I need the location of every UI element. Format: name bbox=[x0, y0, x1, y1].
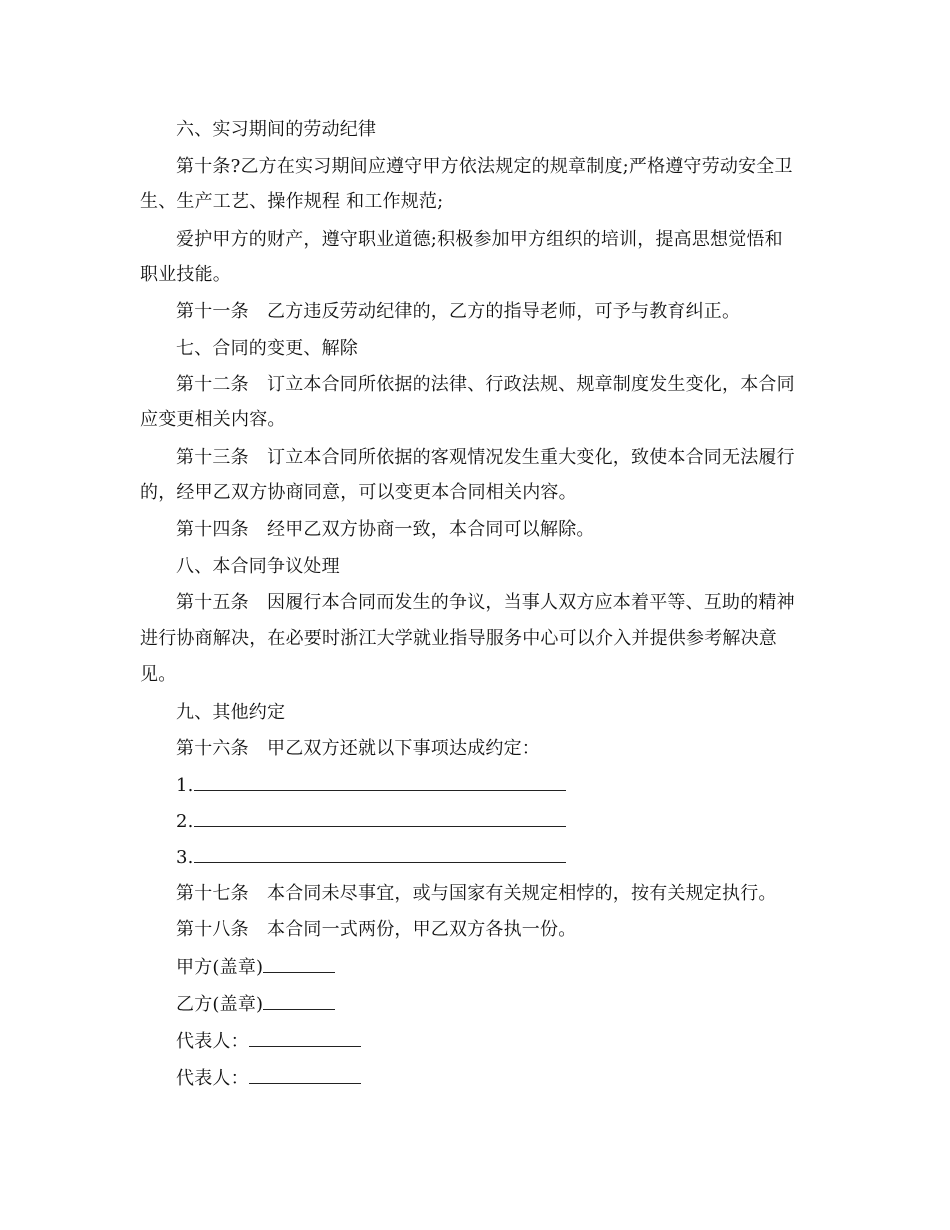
representative-2 bbox=[176, 1066, 361, 1091]
article-11: 第十一条 乙方违反劳动纪律的，乙方的指导老师，可予与教育纠正。 bbox=[176, 301, 741, 322]
article-17: 第十七条 本合同未尽事宜，或与国家有关规定相悖的，按有关规定执行。 bbox=[176, 883, 777, 904]
party-a-seal-label: 甲方(盖章) bbox=[176, 957, 264, 978]
article-12-line-2: 应变更相关内容。 bbox=[140, 409, 286, 430]
article-10-line-2: 生、生产工艺、操作规程 和工作规范; bbox=[140, 191, 444, 212]
agreement-item-3 bbox=[176, 845, 566, 870]
agreement-item-2 bbox=[176, 809, 566, 834]
paragraph-property-line-2: 职业技能。 bbox=[140, 264, 231, 285]
article-14: 第十四条 经甲乙双方协商一致，本合同可以解除。 bbox=[176, 519, 595, 540]
section-heading-8: 八、本合同争议处理 bbox=[176, 556, 340, 577]
article-15-line-1: 第十五条 因履行本合同而发生的争议，当事人双方应本着平等、互助的精神 bbox=[176, 592, 795, 613]
section-heading-7: 七、合同的变更、解除 bbox=[176, 338, 358, 359]
agreement-item-1-blank bbox=[194, 773, 566, 791]
section-heading-6: 六、实习期间的劳动纪律 bbox=[176, 119, 377, 140]
article-13-line-1: 第十三条 订立本合同所依据的客观情况发生重大变化，致使本合同无法履行 bbox=[176, 447, 795, 468]
representative-1 bbox=[176, 1029, 361, 1054]
article-10-line-1: 第十条?乙方在实习期间应遵守甲方依法规定的规章制度;严格遵守劳动安全卫 bbox=[176, 156, 793, 177]
article-12-line-1: 第十二条 订立本合同所依据的法律、行政法规、规章制度发生变化，本合同 bbox=[176, 374, 795, 395]
article-15-line-3: 见。 bbox=[140, 664, 177, 685]
section-heading-9: 九、其他约定 bbox=[176, 702, 286, 723]
representative-1-blank bbox=[249, 1029, 361, 1047]
paragraph-property-line-1: 爱护甲方的财产，遵守职业道德;积极参加甲方组织的培训，提高思想觉悟和 bbox=[176, 229, 783, 250]
article-15-line-2: 进行协商解决，在必要时浙江大学就业指导服务中心可以介入并提供参考解决意 bbox=[140, 628, 777, 649]
party-a-seal bbox=[176, 955, 335, 980]
representative-2-label: 代表人： bbox=[176, 1068, 249, 1089]
agreement-item-3-blank bbox=[194, 845, 566, 863]
party-b-seal-blank bbox=[263, 992, 335, 1010]
agreement-item-2-blank bbox=[194, 809, 566, 827]
agreement-item-1 bbox=[176, 773, 566, 798]
article-16: 第十六条 甲乙双方还就以下事项达成约定： bbox=[176, 738, 540, 759]
agreement-item-2-number: 2. bbox=[176, 811, 194, 832]
representative-1-label: 代表人： bbox=[176, 1031, 249, 1052]
representative-2-blank bbox=[249, 1066, 361, 1084]
agreement-item-1-number: 1. bbox=[176, 775, 194, 796]
article-13-line-2: 的，经甲乙双方协商同意，可以变更本合同相关内容。 bbox=[140, 482, 577, 503]
party-b-seal bbox=[176, 992, 335, 1017]
party-b-seal-label: 乙方(盖章) bbox=[176, 994, 264, 1015]
article-18: 第十八条 本合同一式两份，甲乙双方各执一份。 bbox=[176, 919, 577, 940]
party-a-seal-blank bbox=[263, 955, 335, 973]
agreement-item-3-number: 3. bbox=[176, 847, 194, 868]
